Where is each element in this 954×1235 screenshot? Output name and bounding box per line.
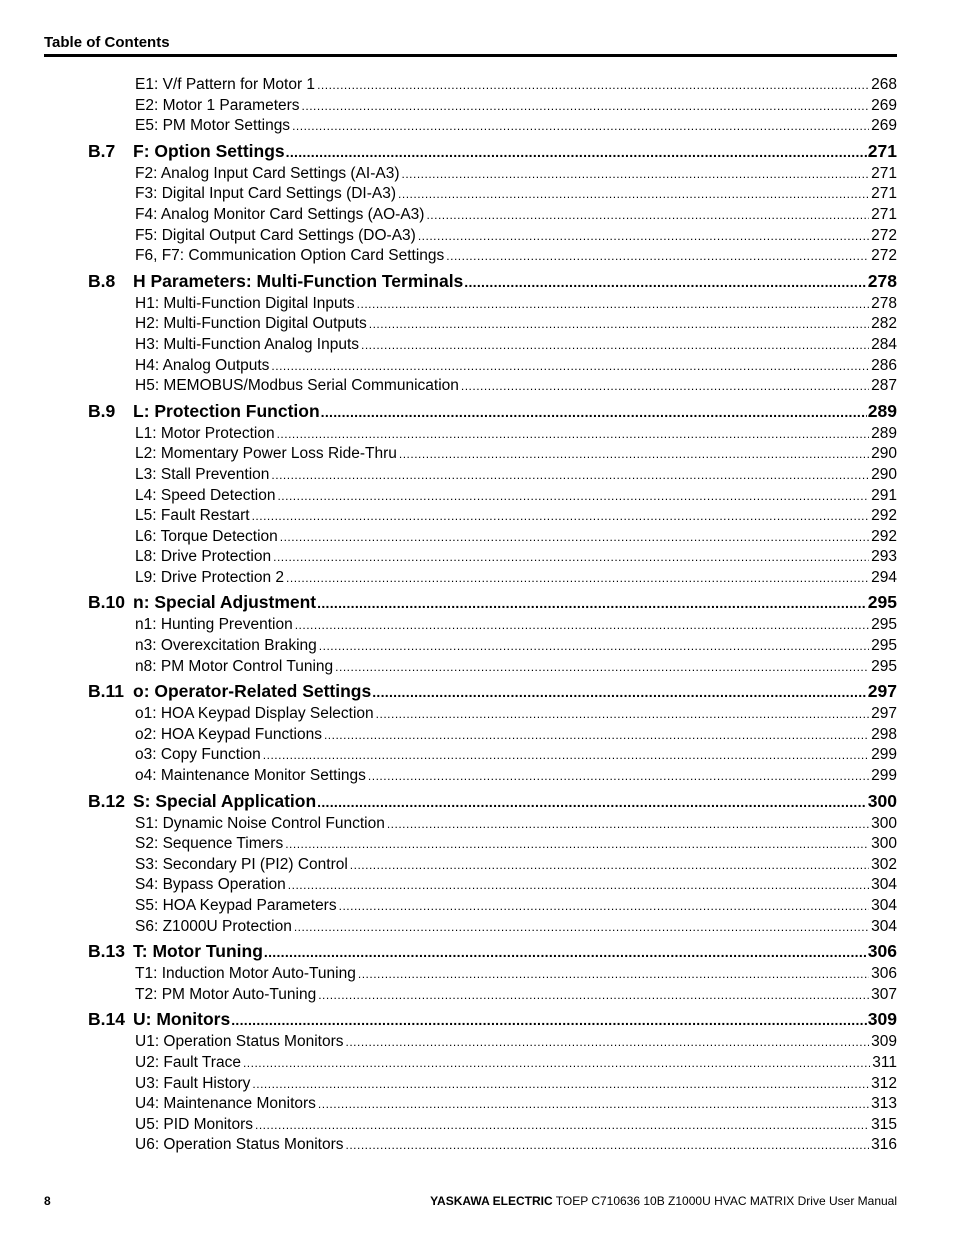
dot-leader xyxy=(358,964,869,985)
entry-title: n3: Overexcitation Braking xyxy=(135,637,317,655)
dot-leader xyxy=(302,96,870,117)
page-number: 290 xyxy=(871,465,897,483)
toc-entry[interactable] xyxy=(0,314,954,335)
entry-title: F2: Analog Input Card Settings (AI-A3) xyxy=(135,164,400,182)
header-divider xyxy=(44,54,897,57)
page-number: 311 xyxy=(872,1053,897,1071)
page-number: 304 xyxy=(871,897,897,914)
toc-section-heading[interactable] xyxy=(0,680,954,703)
entry-title: F6, F7: Communication Option Card Settings xyxy=(135,247,445,265)
entry-title: L8: Drive Protection xyxy=(135,548,272,566)
dot-leader xyxy=(295,615,869,636)
dot-leader xyxy=(321,401,867,424)
page-number: 309 xyxy=(871,1033,897,1051)
table-of-contents xyxy=(0,75,954,1156)
toc-entry[interactable] xyxy=(0,725,954,746)
page-number: 289 xyxy=(867,400,897,421)
dot-leader xyxy=(346,1032,870,1053)
toc-entry[interactable] xyxy=(0,424,954,445)
section-title: o: Operator-Related Settings xyxy=(133,681,372,702)
toc-section-heading[interactable] xyxy=(0,270,954,293)
section-title: H Parameters: Multi-Function Terminals xyxy=(133,270,464,291)
toc-entry[interactable] xyxy=(0,657,954,678)
toc-entry[interactable] xyxy=(0,444,954,465)
toc-entry[interactable] xyxy=(0,1053,954,1074)
page-number: 272 xyxy=(871,247,897,265)
toc-entry[interactable] xyxy=(0,636,954,657)
toc-entry[interactable] xyxy=(0,814,954,835)
dot-leader xyxy=(418,226,869,247)
toc-entry[interactable] xyxy=(0,568,954,589)
dot-leader xyxy=(273,547,869,568)
dot-leader xyxy=(339,896,870,917)
page-number: 298 xyxy=(871,725,897,743)
dot-leader xyxy=(255,1115,869,1136)
page-number: 271 xyxy=(871,185,897,203)
dot-leader xyxy=(369,314,869,335)
entry-title: T2: PM Motor Auto-Tuning xyxy=(135,985,317,1003)
entry-title: o1: HOA Keypad Display Selection xyxy=(135,705,374,723)
footer-page-number: 8 xyxy=(44,1194,51,1208)
dot-leader xyxy=(318,985,869,1006)
toc-section-heading[interactable] xyxy=(0,1008,954,1031)
entry-title: H3: Multi-Function Analog Inputs xyxy=(135,335,360,353)
toc-entry[interactable] xyxy=(0,917,954,938)
toc-entry[interactable] xyxy=(0,766,954,787)
entry-title: S6: Z1000U Protection xyxy=(135,917,292,935)
entry-title: F5: Digital Output Card Settings (DO-A3) xyxy=(135,226,416,244)
dot-leader xyxy=(294,917,869,938)
entry-title: o4: Maintenance Monitor Settings xyxy=(135,767,366,785)
page-number: 299 xyxy=(871,767,897,785)
page-number: 290 xyxy=(871,445,897,463)
section-title: L: Protection Function xyxy=(133,400,320,421)
dot-leader xyxy=(277,486,869,507)
section-number: B.7 xyxy=(88,140,116,161)
dot-leader xyxy=(399,444,869,465)
toc-section-heading[interactable] xyxy=(0,940,954,963)
page-number: 272 xyxy=(871,226,897,244)
dot-leader xyxy=(398,184,869,205)
entry-title: S5: HOA Keypad Parameters xyxy=(135,897,337,914)
entry-title: H1: Multi-Function Digital Inputs xyxy=(135,294,355,312)
toc-entry[interactable] xyxy=(0,1135,954,1156)
section-number: B.11 xyxy=(88,681,124,702)
page-title: Table of Contents xyxy=(44,34,170,51)
entry-title: U4: Maintenance Monitors xyxy=(135,1095,316,1113)
dot-leader xyxy=(376,704,869,725)
page-number: 271 xyxy=(871,205,897,223)
dot-leader xyxy=(464,271,867,294)
page-number: 312 xyxy=(871,1074,897,1092)
entry-title: S2: Sequence Timers xyxy=(135,835,284,853)
toc-entry[interactable] xyxy=(0,226,954,247)
entry-title: F3: Digital Input Card Settings (DI-A3) xyxy=(135,185,397,203)
toc-entry[interactable] xyxy=(0,96,954,117)
dot-leader xyxy=(317,791,867,814)
dot-leader xyxy=(318,1094,869,1115)
dot-leader xyxy=(368,766,869,787)
section-title: F: Option Settings xyxy=(133,140,285,161)
toc-entry[interactable] xyxy=(0,834,954,855)
entry-title: H4: Analog Outputs xyxy=(135,356,270,374)
section-number: B.9 xyxy=(88,400,116,421)
toc-entry[interactable] xyxy=(0,1074,954,1095)
entry-title: S4: Bypass Operation xyxy=(135,876,286,894)
page-number: 295 xyxy=(871,616,897,634)
page-number: 297 xyxy=(867,681,897,702)
page-number: 284 xyxy=(871,335,897,353)
page-number: 282 xyxy=(871,315,897,333)
page-number: 306 xyxy=(867,941,897,962)
dot-leader xyxy=(350,855,869,876)
page-number: 297 xyxy=(871,705,897,723)
toc-entry[interactable] xyxy=(0,1032,954,1053)
section-number: B.10 xyxy=(88,592,125,613)
dot-leader xyxy=(243,1053,870,1074)
page-number: 316 xyxy=(871,1136,897,1154)
entry-title: L2: Momentary Power Loss Ride-Thru xyxy=(135,445,397,463)
page-number: 271 xyxy=(871,164,897,182)
entry-title: U1: Operation Status Monitors xyxy=(135,1033,344,1051)
entry-title: H2: Multi-Function Digital Outputs xyxy=(135,315,367,333)
toc-entry[interactable] xyxy=(0,896,954,917)
toc-entry[interactable] xyxy=(0,964,954,985)
page-number: 269 xyxy=(871,96,897,114)
page-number: 304 xyxy=(871,917,897,935)
entry-title: L1: Motor Protection xyxy=(135,424,275,442)
entry-title: L9: Drive Protection 2 xyxy=(135,568,285,586)
page-number: 268 xyxy=(871,76,897,93)
toc-entry[interactable] xyxy=(0,985,954,1006)
section-number: B.13 xyxy=(88,941,125,962)
entry-title: U2: Fault Trace xyxy=(135,1053,241,1071)
entry-title: S3: Secondary PI (PI2) Control xyxy=(135,855,348,873)
toc-entry[interactable] xyxy=(0,1094,954,1115)
page-number: 295 xyxy=(871,657,897,675)
toc-entry[interactable] xyxy=(0,527,954,548)
page-number: 287 xyxy=(871,377,897,395)
page-number: 289 xyxy=(871,424,897,442)
footer-document-info xyxy=(430,1194,897,1208)
toc-entry[interactable] xyxy=(0,294,954,315)
dot-leader xyxy=(288,875,869,896)
entry-title: L6: Torque Detection xyxy=(135,527,278,545)
dot-leader xyxy=(271,465,869,486)
toc-section-heading[interactable] xyxy=(0,591,954,614)
toc-entry[interactable] xyxy=(0,465,954,486)
toc-entry[interactable] xyxy=(0,205,954,226)
section-number: B.8 xyxy=(88,270,116,291)
entry-title: S1: Dynamic Noise Control Function xyxy=(135,814,385,832)
page-number: 293 xyxy=(871,548,897,566)
entry-title: T1: Induction Motor Auto-Tuning xyxy=(135,965,356,983)
section-number: B.12 xyxy=(88,790,125,811)
dot-leader xyxy=(271,356,869,377)
page-number: 315 xyxy=(871,1115,897,1133)
page-number: 300 xyxy=(867,790,897,811)
toc-entry[interactable] xyxy=(0,164,954,185)
entry-title: o2: HOA Keypad Functions xyxy=(135,725,322,743)
page-number: 307 xyxy=(871,985,897,1003)
dot-leader xyxy=(335,657,869,678)
toc-entry[interactable] xyxy=(0,356,954,377)
page-number: 306 xyxy=(871,965,897,983)
toc-entry[interactable] xyxy=(0,1115,954,1136)
page-number: 295 xyxy=(871,637,897,655)
dot-leader xyxy=(264,941,867,964)
section-title: S: Special Application xyxy=(133,790,317,811)
dot-leader xyxy=(446,246,869,267)
page-number: 299 xyxy=(871,746,897,764)
toc-entry[interactable] xyxy=(0,855,954,876)
page-number: 313 xyxy=(871,1095,897,1113)
toc-entry[interactable] xyxy=(0,486,954,507)
dot-leader xyxy=(263,745,869,766)
page-number: 286 xyxy=(871,356,897,374)
dot-leader xyxy=(461,376,869,397)
toc-entry[interactable] xyxy=(0,615,954,636)
dot-leader xyxy=(292,116,869,137)
dot-leader xyxy=(317,75,869,96)
dot-leader xyxy=(280,527,869,548)
entry-title: H5: MEMOBUS/Modbus Serial Communication xyxy=(135,377,459,395)
page-number: 302 xyxy=(871,855,897,873)
dot-leader xyxy=(286,141,867,164)
dot-leader xyxy=(285,834,869,855)
toc-entry[interactable] xyxy=(0,75,954,96)
section-number: B.14 xyxy=(88,1009,125,1030)
dot-leader xyxy=(402,164,870,185)
toc-entry[interactable] xyxy=(0,184,954,205)
dot-leader xyxy=(387,814,869,835)
toc-entry[interactable] xyxy=(0,547,954,568)
dot-leader xyxy=(324,725,869,746)
toc-entry[interactable] xyxy=(0,335,954,356)
dot-leader xyxy=(252,506,870,527)
dot-leader xyxy=(277,424,870,445)
page-number: 291 xyxy=(871,486,897,504)
footer-brand: YASKAWA ELECTRIC xyxy=(430,1194,553,1208)
dot-leader xyxy=(252,1074,869,1095)
toc-entry[interactable] xyxy=(0,875,954,896)
entry-title: U3: Fault History xyxy=(135,1074,251,1092)
page-number: 269 xyxy=(871,117,897,135)
section-title: n: Special Adjustment xyxy=(133,592,317,613)
page-number: 278 xyxy=(867,270,897,291)
page-number: 292 xyxy=(871,507,897,525)
footer-doc-title: TOEP C710636 10B Z1000U HVAC MATRIX Drive User Manual xyxy=(555,1194,897,1208)
toc-entry[interactable] xyxy=(0,745,954,766)
dot-leader xyxy=(372,681,867,704)
entry-title: n8: PM Motor Control Tuning xyxy=(135,657,334,675)
entry-title: E2: Motor 1 Parameters xyxy=(135,96,300,114)
page-number: 309 xyxy=(867,1009,897,1030)
toc-section-heading[interactable] xyxy=(0,400,954,423)
entry-title: o3: Copy Function xyxy=(135,746,261,764)
dot-leader xyxy=(231,1009,867,1032)
entry-title: E5: PM Motor Settings xyxy=(135,117,291,135)
entry-title: F4: Analog Monitor Card Settings (AO-A3) xyxy=(135,205,425,223)
dot-leader xyxy=(361,335,869,356)
page-number: 271 xyxy=(867,140,897,161)
dot-leader xyxy=(357,294,869,315)
toc-entry[interactable] xyxy=(0,506,954,527)
entry-title: U6: Operation Status Monitors xyxy=(135,1136,344,1154)
entry-title: L5: Fault Restart xyxy=(135,507,250,525)
entry-title: n1: Hunting Prevention xyxy=(135,616,293,634)
toc-entry[interactable] xyxy=(0,246,954,267)
page-number: 292 xyxy=(871,527,897,545)
page-number: 300 xyxy=(871,814,897,832)
page-number: 278 xyxy=(871,294,897,312)
section-title: U: Monitors xyxy=(133,1009,231,1030)
toc-entry[interactable] xyxy=(0,376,954,397)
dot-leader xyxy=(319,636,869,657)
entry-title: L4: Speed Detection xyxy=(135,486,276,504)
page-number: 300 xyxy=(871,835,897,853)
page-number: 294 xyxy=(871,568,897,586)
entry-title: L3: Stall Prevention xyxy=(135,465,270,483)
dot-leader xyxy=(286,568,869,589)
dot-leader xyxy=(346,1135,870,1156)
page-number: 304 xyxy=(871,876,897,894)
toc-section-heading[interactable] xyxy=(0,790,954,813)
section-title: T: Motor Tuning xyxy=(133,941,263,962)
toc-entry[interactable] xyxy=(0,116,954,137)
dot-leader xyxy=(317,592,867,615)
page-number: 295 xyxy=(867,592,897,613)
entry-title: E1: V/f Pattern for Motor 1 xyxy=(135,76,316,93)
entry-title: U5: PID Monitors xyxy=(135,1115,254,1133)
toc-section-heading[interactable] xyxy=(0,140,954,163)
toc-entry[interactable] xyxy=(0,704,954,725)
dot-leader xyxy=(426,205,869,226)
